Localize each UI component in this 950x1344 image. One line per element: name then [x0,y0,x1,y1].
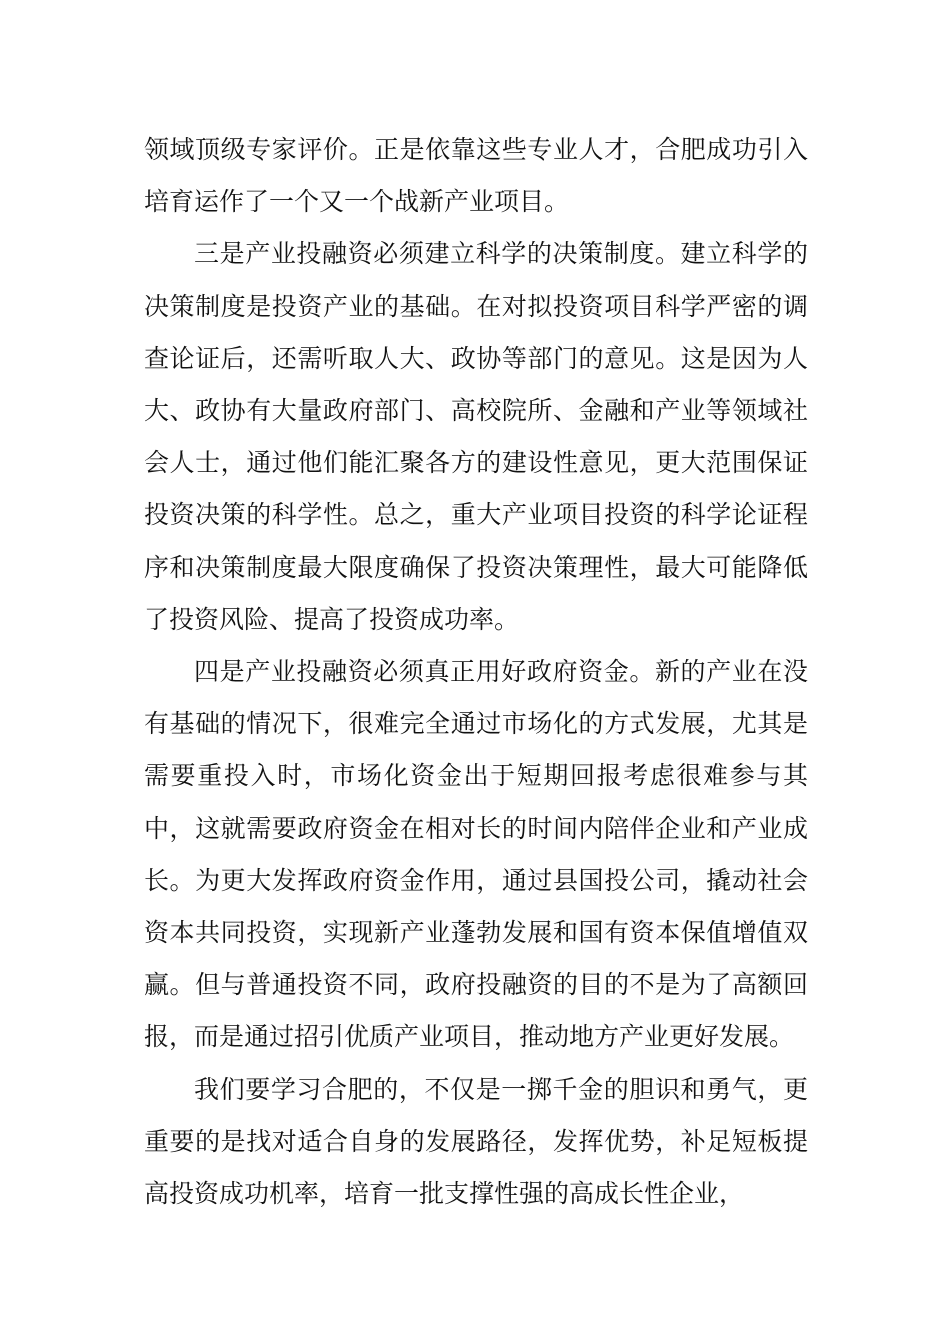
paragraph-government-funds: 四是产业投融资必须真正用好政府资金。新的产业在没有基础的情况下，很难完全通过市场化的方式发展，尤其是需要重投入时，市场化资金出于短期回报考虑很难参与其中，这就需要政府资金在相对长的时间内陪伴企业和产业成长。为更大发挥政府资金作用，通过县国投公司，撬动社会资本共同投资，实现新产业蓬勃发展和国有资本保值增值双赢。但与普通投资不同，政府投融资的目的不是为了高额回报，而是通过招引优质产业项目，推动地方产业更好发展。 [144,657,808,1052]
paragraph-continuation: 领域顶级专家评价。正是依靠这些专业人才，合肥成功引入培育运作了一个又一个战新产业项目。 [144,135,808,217]
paragraph-learn-from-hefei: 我们要学习合肥的，不仅是一掷千金的胆识和勇气，更重要的是找对适合自身的发展路径，发挥优势，补足短板提高投资成功机率，培育一批支撑性强的高成长性企业， [144,1074,808,1209]
paragraph-decision-system: 三是产业投融资必须建立科学的决策制度。建立科学的决策制度是投资产业的基础。在对拟投资项目科学严密的调查论证后，还需听取人大、政协等部门的意见。这是因为人大、政协有大量政府部门、高校院所、金融和产业等领域社会人士，通过他们能汇聚各方的建设性意见，更大范围保证投资决策的科学性。总之，重大产业项目投资的科学论证程序和决策制度最大限度确保了投资决策理性，最大可能降低了投资风险、提高了投资成功率。 [144,239,808,634]
document-page [144,124,808,1220]
